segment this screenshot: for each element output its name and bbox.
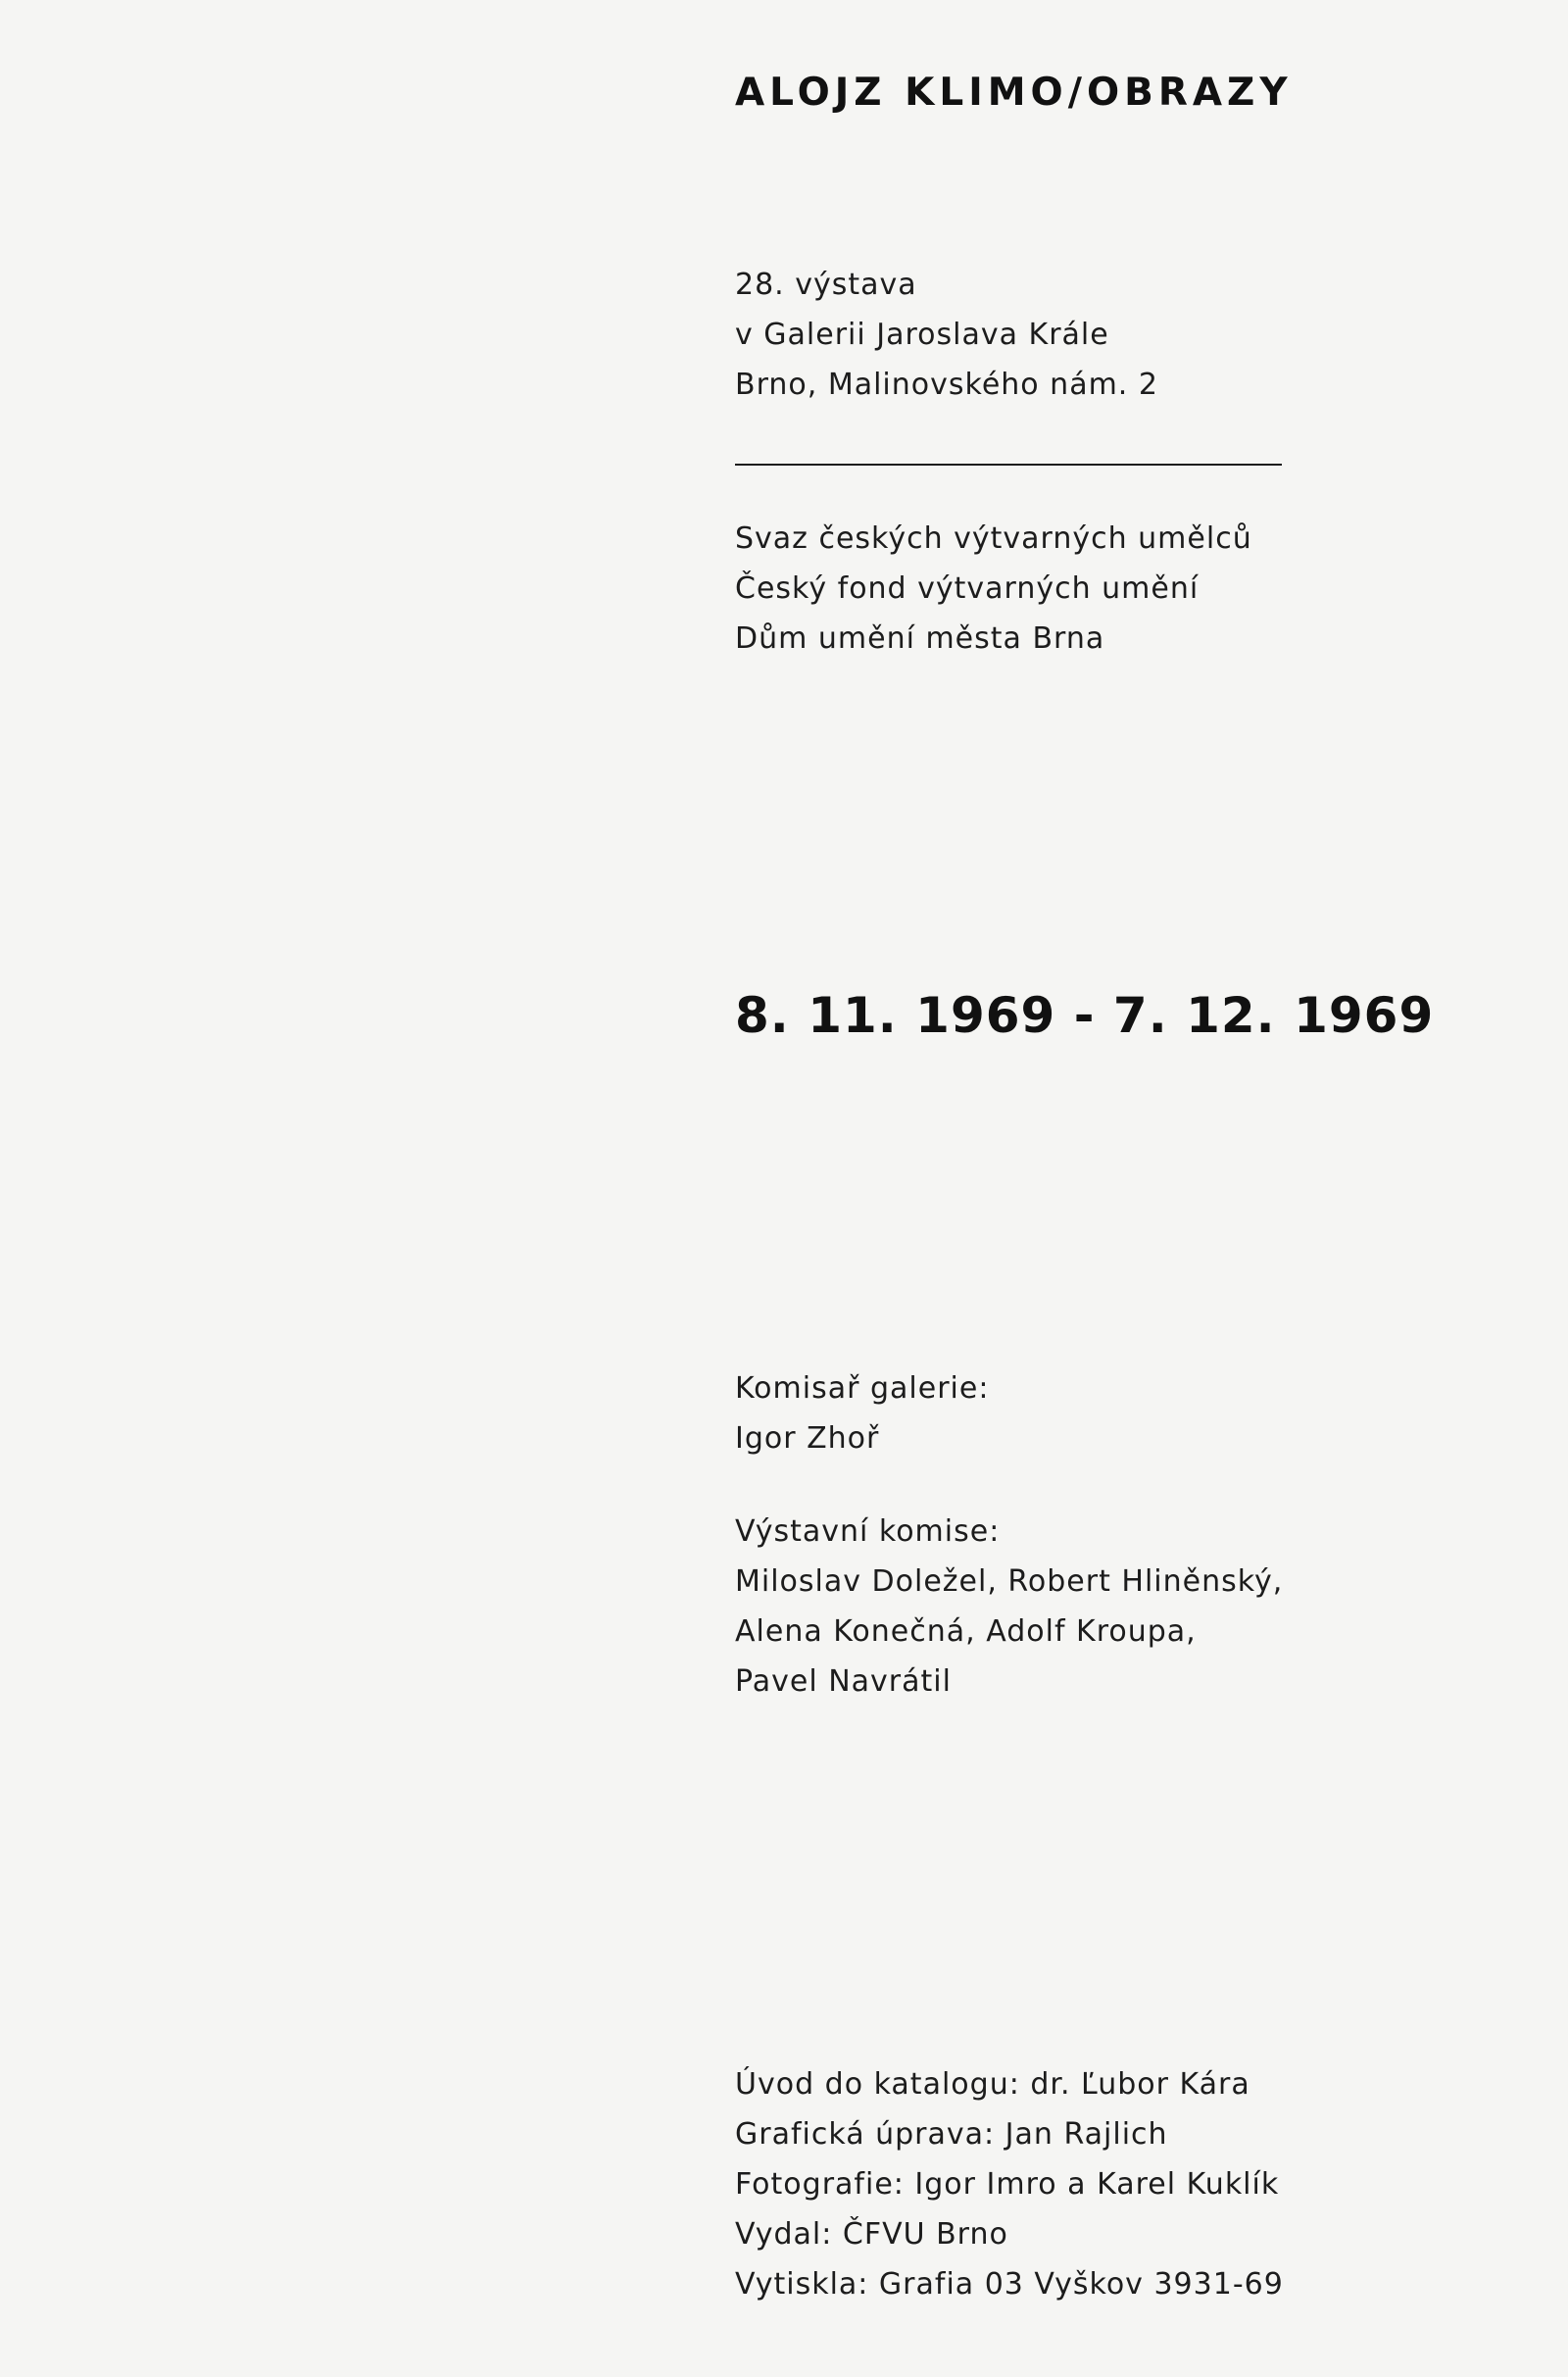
exhibition-line: 28. výstava — [735, 268, 917, 302]
commissioner — [735, 1363, 1343, 1463]
committee-label: Výstavní komise: — [735, 1514, 1001, 1549]
committee-line: Miloslav Doležel, Robert Hliněnský, — [735, 1564, 1284, 1599]
exhibition-line: v Galerii Jaroslava Krále — [735, 318, 1109, 352]
committee-line: Pavel Navrátil — [735, 1664, 952, 1699]
organizer-line: Český fond výtvarných umění — [735, 571, 1200, 606]
divider — [735, 464, 1282, 466]
credit-line: Grafická úprava: Jan Rajlich — [735, 2117, 1168, 2152]
credit-line: Fotografie: Igor Imro a Karel Kuklík — [735, 2167, 1280, 2202]
credit-line: Vytiskla: Grafia 03 Vyškov 3931-69 — [735, 2267, 1284, 2302]
organizers — [735, 514, 1343, 664]
organizer-line: Svaz českých výtvarných umělců — [735, 521, 1252, 556]
exhibition-dates: 8. 11. 1969 - 7. 12. 1969 — [735, 987, 1435, 1044]
organizer-line: Dům umění města Brna — [735, 621, 1105, 656]
commissioner-name: Igor Zhoř — [735, 1421, 880, 1456]
exhibition-info — [735, 260, 1343, 410]
page-title: ALOJZ KLIMO/OBRAZY — [735, 71, 1293, 115]
exhibition-line: Brno, Malinovského nám. 2 — [735, 368, 1158, 402]
credits — [735, 2059, 1343, 2309]
credit-line: Vydal: ČFVU Brno — [735, 2217, 1008, 2252]
exhibition-committee — [735, 1507, 1343, 1707]
committee-line: Alena Konečná, Adolf Kroupa, — [735, 1614, 1197, 1649]
commissioner-label: Komisař galerie: — [735, 1371, 990, 1406]
credit-line: Úvod do katalogu: dr. Ľubor Kára — [735, 2067, 1250, 2102]
